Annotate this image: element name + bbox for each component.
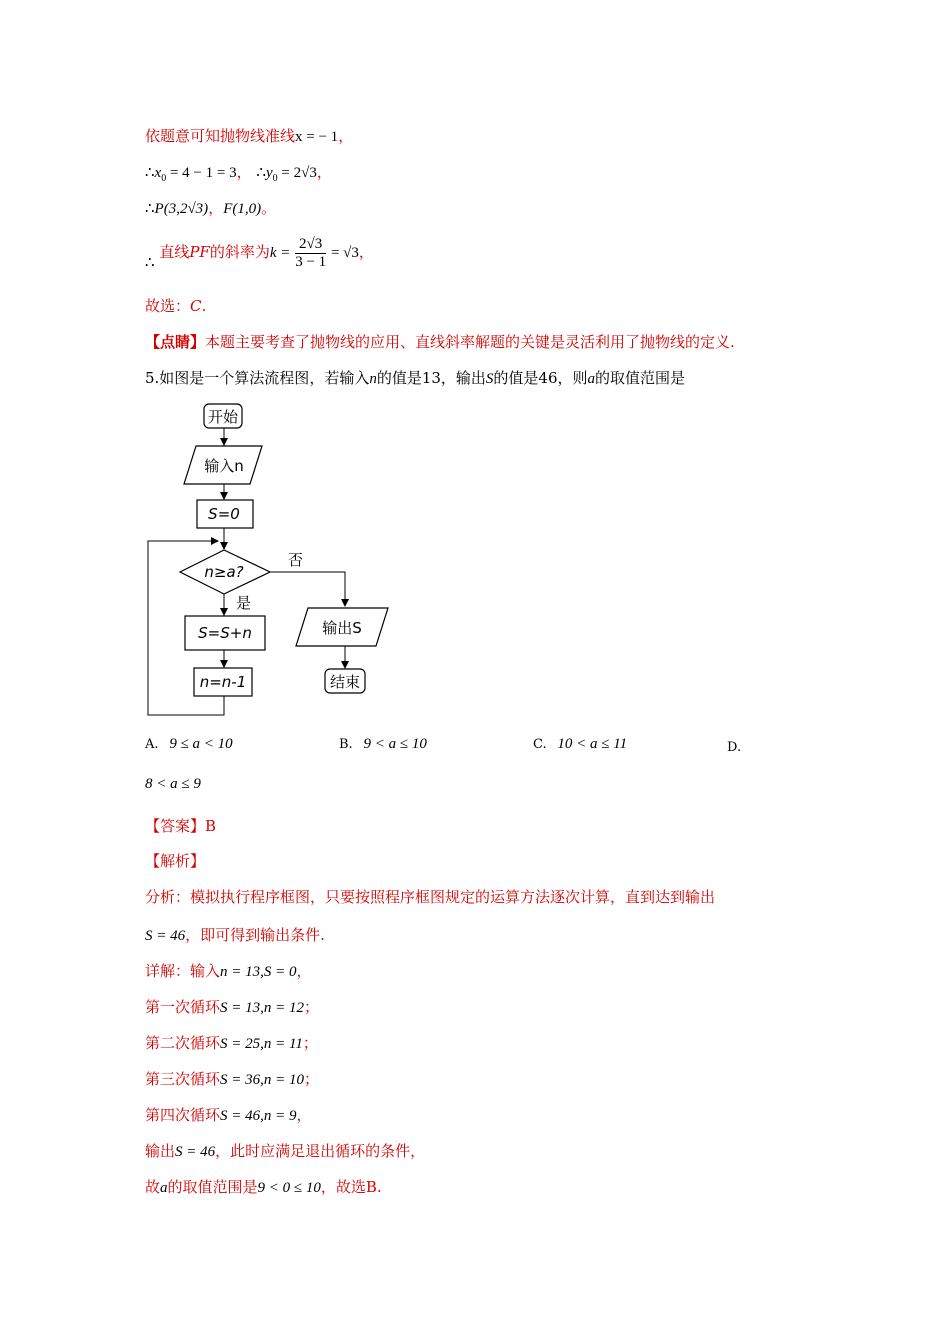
loop-3 bbox=[145, 1069, 319, 1090]
output-label: 输出S bbox=[322, 619, 362, 637]
option-a bbox=[145, 734, 233, 753]
text: 第三次循环 bbox=[145, 1070, 221, 1088]
option-value: 8 < a ≤ 9 bbox=[145, 776, 201, 792]
option-label: C. bbox=[533, 737, 547, 752]
var-y: y bbox=[265, 165, 273, 181]
punct: ， bbox=[338, 127, 354, 145]
option-value: 9 < a ≤ 10 bbox=[363, 736, 427, 752]
decrement-label: n=n-1 bbox=[199, 673, 247, 691]
option-label: B. bbox=[339, 737, 353, 752]
option-label: D. bbox=[727, 740, 742, 755]
text: 分析：模拟执行程序框图，只要按照程序框图规定的运算方法逐次计算，直到达到输出 bbox=[145, 888, 716, 906]
math: S = 46 bbox=[175, 1144, 216, 1160]
var-pf: PF bbox=[189, 243, 210, 261]
text: 详解：输入 bbox=[145, 962, 221, 980]
sum-label: S=S+n bbox=[198, 624, 252, 642]
text: 的取值范围是 bbox=[167, 1178, 258, 1196]
var: a bbox=[587, 371, 596, 387]
text: 故选： bbox=[145, 297, 191, 315]
option-value: 10 < a ≤ 11 bbox=[557, 736, 628, 752]
var-k: k = bbox=[269, 245, 291, 261]
init-label: S=0 bbox=[208, 505, 240, 523]
loop-4 bbox=[145, 1105, 312, 1126]
therefore-sym: ∴ bbox=[145, 255, 155, 271]
solution-line-slope bbox=[145, 232, 374, 283]
loop-2 bbox=[145, 1033, 318, 1054]
var: S bbox=[485, 371, 494, 387]
text: 输出 bbox=[145, 1142, 176, 1160]
answer-line bbox=[145, 816, 216, 836]
option-d bbox=[727, 737, 741, 755]
math: S = 13,n = 12 bbox=[220, 1000, 305, 1016]
text: 依题意可知抛物线准线 bbox=[145, 127, 296, 145]
decision-label: n≥a? bbox=[204, 563, 244, 581]
punct: ； bbox=[302, 1034, 318, 1052]
denominator: 3 − 1 bbox=[295, 253, 327, 270]
text: 5.如图是一个算法流程图，若输入 bbox=[145, 369, 370, 387]
option-value: 9 ≤ a < 10 bbox=[169, 736, 233, 752]
text: 第四次循环 bbox=[145, 1106, 221, 1124]
text: 第一次循环 bbox=[145, 998, 221, 1016]
option-c bbox=[533, 734, 627, 753]
yes-label: 是 bbox=[236, 594, 252, 612]
math-directrix: x = − 1 bbox=[295, 129, 339, 145]
therefore-sym: ∴ bbox=[145, 201, 155, 217]
text: 的取值范围是 bbox=[595, 369, 686, 387]
math: n = 13,S = 0 bbox=[220, 964, 297, 980]
math-x0: = 4 − 1 = 3 bbox=[166, 165, 237, 181]
therefore-sym: ∴ bbox=[145, 165, 155, 181]
math: S = 25,n = 11 bbox=[220, 1036, 303, 1052]
option-d-value-line bbox=[145, 774, 201, 793]
var: n bbox=[369, 371, 377, 387]
solution-line-points bbox=[145, 198, 276, 219]
punct: ； bbox=[304, 1070, 320, 1088]
punct: ， bbox=[296, 962, 312, 980]
math: S = 46,n = 9 bbox=[220, 1108, 297, 1124]
math: 9 < 0 ≤ 10 bbox=[257, 1180, 321, 1196]
output-line bbox=[145, 1141, 425, 1162]
solution-line-coords bbox=[145, 162, 332, 189]
analysis-p1 bbox=[145, 887, 715, 907]
therefore-sym: ∴ bbox=[256, 165, 266, 181]
punct: ， bbox=[358, 243, 374, 261]
sub: 0 bbox=[161, 173, 167, 184]
text: ，故选B. bbox=[320, 1178, 382, 1196]
math: S = 46 bbox=[145, 928, 186, 944]
text: 的斜率为 bbox=[209, 243, 270, 261]
result: = √3 bbox=[330, 245, 359, 261]
text: 故 bbox=[145, 1178, 161, 1196]
math-y0: = 2√3 bbox=[277, 165, 317, 181]
final-line bbox=[145, 1177, 382, 1198]
loop-1 bbox=[145, 997, 319, 1018]
var-x: x bbox=[154, 165, 162, 181]
punct: ， bbox=[208, 199, 224, 217]
sub: 0 bbox=[272, 173, 278, 184]
detail-input bbox=[145, 961, 312, 982]
text: ，即可得到输出条件. bbox=[185, 926, 325, 944]
punct: 。 bbox=[261, 199, 277, 217]
input-label: 输入n bbox=[204, 457, 244, 475]
answer-tag: 【答案】 bbox=[145, 817, 206, 835]
analysis-p2 bbox=[145, 925, 325, 946]
question-5 bbox=[145, 368, 685, 389]
math: S = 36,n = 10 bbox=[220, 1072, 305, 1088]
point-f: F(1,0) bbox=[223, 201, 262, 217]
punct: ； bbox=[304, 998, 320, 1016]
end-label: 结束 bbox=[329, 673, 361, 691]
start-label: 开始 bbox=[207, 408, 239, 426]
no-label: 否 bbox=[288, 551, 304, 569]
choose-line bbox=[145, 296, 206, 316]
option-label: A. bbox=[145, 737, 159, 752]
numerator: 2√3 bbox=[295, 236, 326, 254]
var: a bbox=[160, 1180, 168, 1196]
option-b bbox=[339, 734, 427, 753]
answer-value: B bbox=[205, 817, 217, 835]
comment-text: 本题主要考查了抛物线的应用、直线斜率解题的关键是灵活利用了抛物线的定义. bbox=[205, 333, 735, 351]
text: 的值是46，则 bbox=[493, 369, 588, 387]
punct: ， bbox=[236, 163, 252, 181]
text: 的值是13，输出 bbox=[376, 369, 486, 387]
comment-tag: 【点睛】 bbox=[145, 333, 206, 351]
no-arrow bbox=[270, 572, 345, 606]
fraction bbox=[295, 236, 326, 271]
punct: ， bbox=[316, 163, 332, 181]
text: 直线 bbox=[159, 243, 190, 261]
analysis-tag bbox=[145, 851, 205, 871]
punct: . bbox=[201, 297, 207, 315]
point-p: P(3,2√3) bbox=[154, 201, 209, 217]
algorithm-flowchart bbox=[140, 398, 400, 718]
analysis-label: 【解析】 bbox=[145, 852, 206, 870]
solution-line-directrix bbox=[145, 126, 353, 147]
punct: ， bbox=[296, 1106, 312, 1124]
comment-line bbox=[145, 332, 735, 352]
text: ，此时应满足退出循环的条件， bbox=[215, 1142, 426, 1160]
text: 第二次循环 bbox=[145, 1034, 221, 1052]
choice: C bbox=[190, 297, 202, 315]
